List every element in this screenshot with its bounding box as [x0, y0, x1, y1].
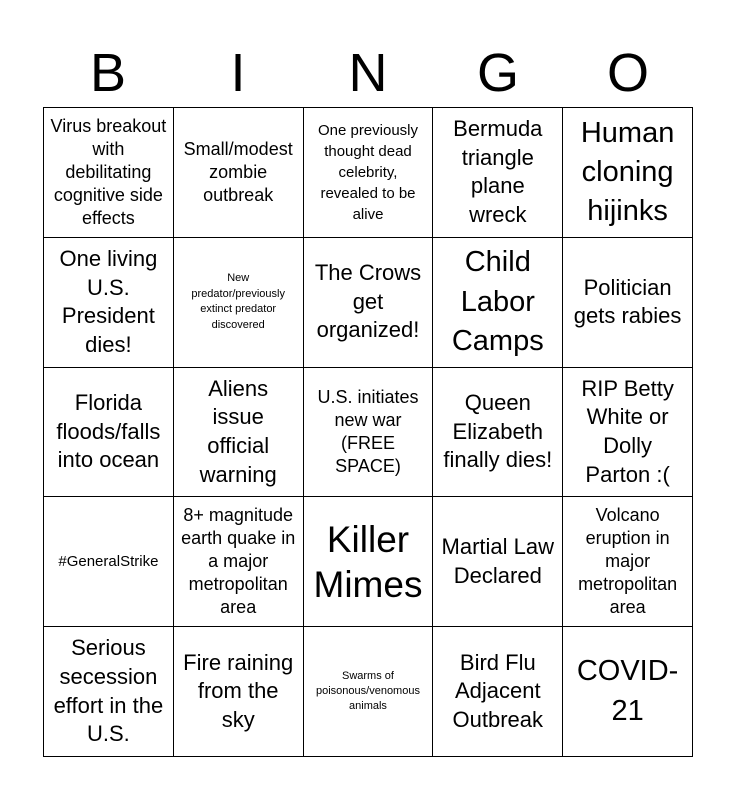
cell-text: Politician gets rabies: [573, 274, 682, 329]
bingo-cell-r4-c5[interactable]: [563, 497, 693, 627]
cell-text: Killer Mimes: [313, 518, 423, 605]
cell-text: Martial Law Declared: [441, 534, 555, 588]
cell-text: Swarms of poisonous/venomous animals: [316, 669, 420, 713]
bingo-cell-r4-c2[interactable]: [174, 497, 304, 627]
bingo-cell-r3-c2[interactable]: [174, 368, 304, 498]
cell-text: The Crows get organized!: [314, 260, 422, 343]
bingo-cell-r4-c3[interactable]: [304, 497, 434, 627]
cell-text: 8+ magnitude earth quake in a major metropolitan area: [181, 505, 296, 618]
bingo-header: [43, 40, 693, 106]
bingo-card: [43, 107, 693, 757]
bingo-cell-r3-c3-free-space[interactable]: [304, 368, 434, 498]
header-letter-i: I: [230, 43, 246, 103]
bingo-cell-r5-c3[interactable]: [304, 627, 434, 757]
cell-text: Bird Flu Adjacent Outbreak: [452, 649, 544, 732]
bingo-cell-r2-c5[interactable]: [563, 238, 693, 368]
bingo-cell-r3-c4[interactable]: [433, 368, 563, 498]
bingo-cell-r5-c5[interactable]: [563, 627, 693, 757]
cell-text: Serious secession effort in the U.S.: [53, 635, 164, 747]
bingo-cell-r1-c1[interactable]: [44, 108, 174, 238]
cell-text: Volcano eruption in major metropolitan area: [578, 505, 678, 618]
cell-text: Child Labor Camps: [451, 246, 544, 357]
cell-text: New predator/previously extinct predator discovered: [191, 272, 285, 331]
header-letter-n: N: [348, 43, 388, 103]
cell-text: One previously thought dead celebrity, revealed to be alive: [317, 121, 419, 223]
bingo-cell-r5-c1[interactable]: [44, 627, 174, 757]
cell-text: RIP Betty White or Dolly Parton :(: [581, 375, 674, 487]
bingo-cell-r3-c5[interactable]: [563, 368, 693, 498]
bingo-cell-r5-c2[interactable]: [174, 627, 304, 757]
cell-text: One living U.S. President dies!: [59, 246, 158, 357]
bingo-cell-r1-c3[interactable]: [304, 108, 434, 238]
cell-text: Fire raining from the sky: [183, 649, 294, 732]
cell-text: Aliens issue official warning: [199, 375, 277, 487]
cell-text: Virus breakout with debilitating cognitive side effects: [50, 115, 167, 228]
bingo-cell-r4-c1[interactable]: [44, 497, 174, 627]
cell-text: #GeneralStrike: [58, 553, 159, 571]
cell-text: Florida floods/falls into ocean: [56, 390, 161, 473]
bingo-cell-r2-c3[interactable]: [304, 238, 434, 368]
cell-text: Queen Elizabeth finally dies!: [443, 390, 553, 473]
cell-text: Bermuda triangle plane wreck: [453, 116, 543, 227]
bingo-cell-r2-c2[interactable]: [174, 238, 304, 368]
cell-text: Small/modest zombie outbreak: [183, 138, 293, 205]
header-letter-o: O: [606, 43, 649, 103]
bingo-cell-r5-c4[interactable]: [433, 627, 563, 757]
bingo-cell-r1-c5[interactable]: [563, 108, 693, 238]
header-letter-b: B: [89, 43, 127, 103]
header-letter-g: G: [476, 43, 519, 103]
bingo-cell-r1-c2[interactable]: [174, 108, 304, 238]
cell-text: Human cloning hijinks: [580, 116, 675, 227]
bingo-cell-r2-c4[interactable]: [433, 238, 563, 368]
bingo-cell-r1-c4[interactable]: [433, 108, 563, 238]
bingo-cell-r4-c4[interactable]: [433, 497, 563, 627]
cell-text: U.S. initiates new war (FREE SPACE): [317, 386, 419, 477]
bingo-cell-r2-c1[interactable]: [44, 238, 174, 368]
cell-text: COVID-21: [576, 655, 679, 727]
bingo-cell-r3-c1[interactable]: [44, 368, 174, 498]
